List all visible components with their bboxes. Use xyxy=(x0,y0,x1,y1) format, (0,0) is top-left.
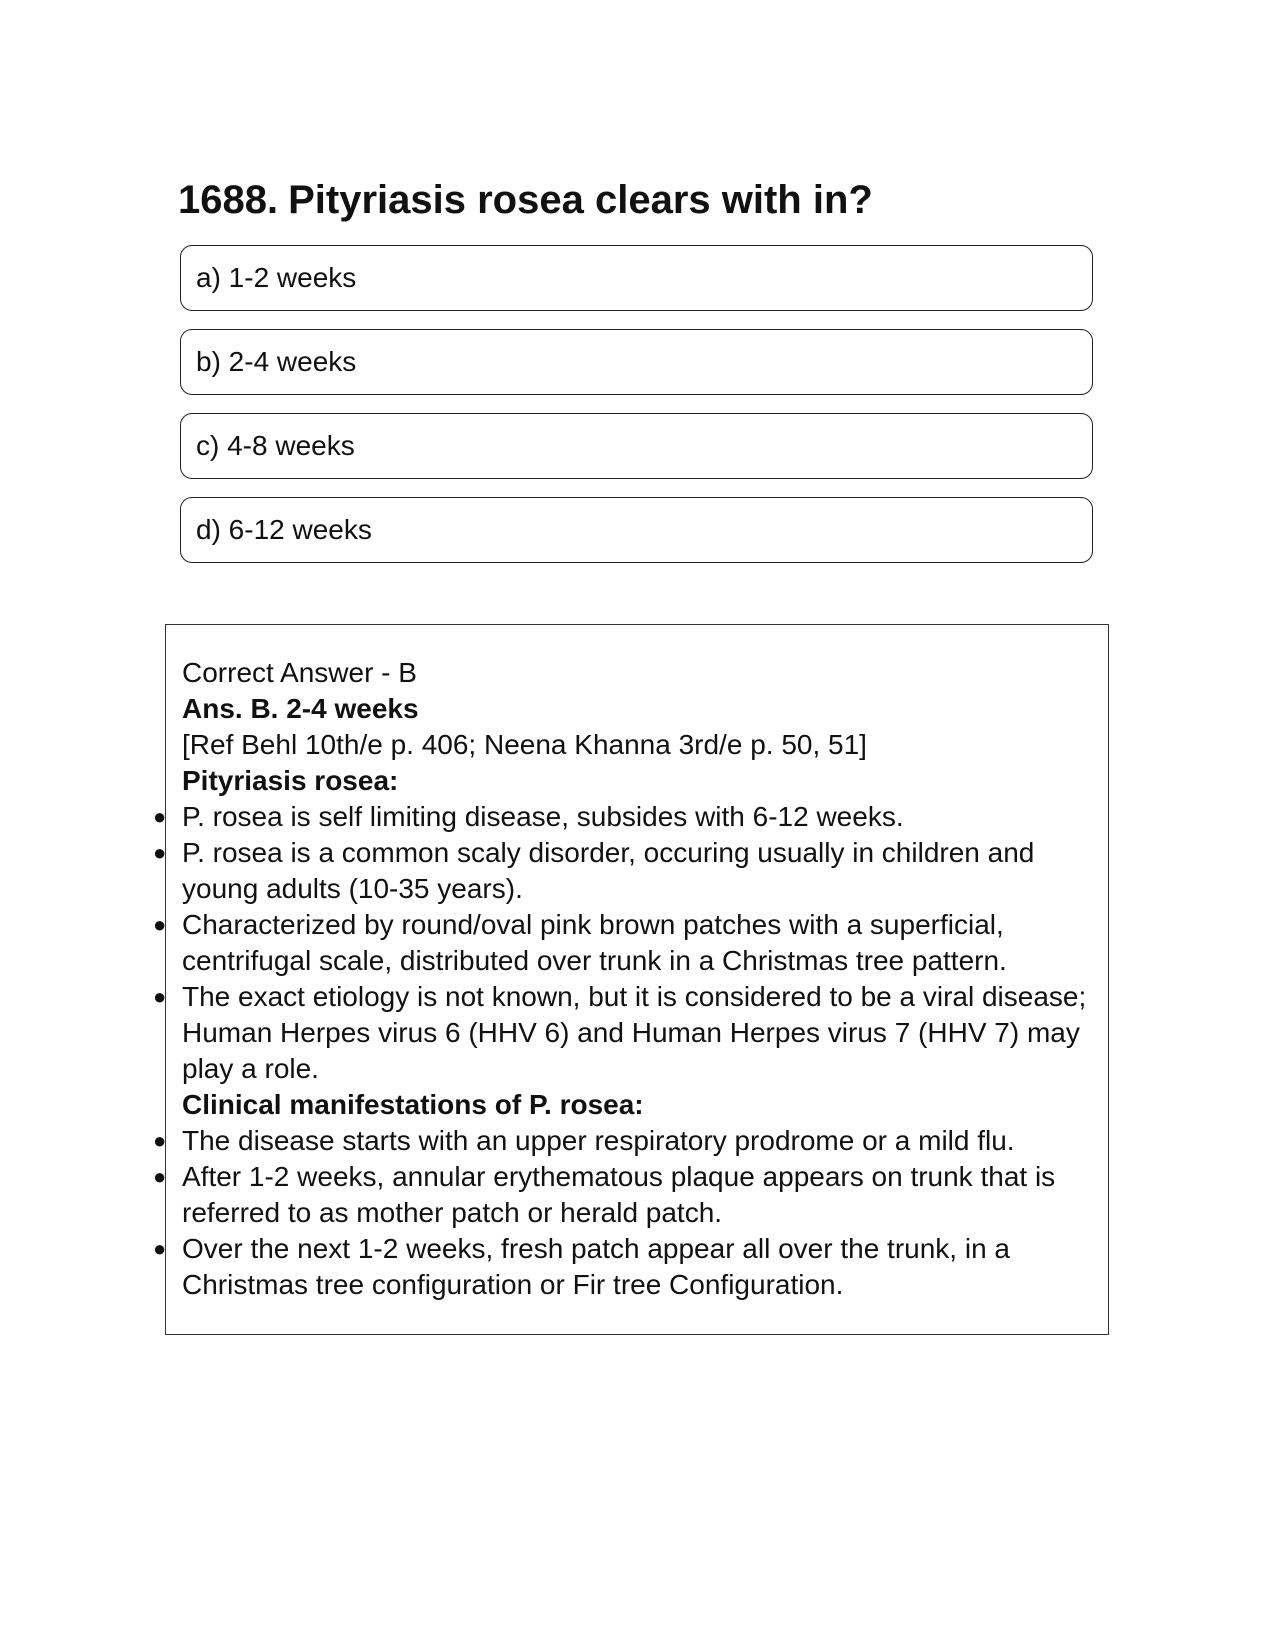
list-item-text: The disease starts with an upper respiratory prodrome or a mild flu. xyxy=(182,1125,1015,1156)
list-item-text: The exact etiology is not known, but it is considered to be a viral disease; Human Herpes virus 6 (HHV 6) and Human Herpes virus 7 (HHV 7) may play a role. xyxy=(182,981,1087,1084)
list-item xyxy=(153,835,1108,907)
list-item-text: Characterized by round/oval pink brown patches with a superficial, centrifugal scale, distributed over trunk in a Christmas tree pattern. xyxy=(182,909,1007,976)
option-b[interactable] xyxy=(180,329,1093,395)
list-item xyxy=(153,1159,1108,1231)
option-a[interactable] xyxy=(180,245,1093,311)
list-item xyxy=(153,799,1108,835)
bullet-icon: ● xyxy=(153,1236,167,1261)
bullet-icon: ● xyxy=(153,984,167,1009)
option-a-label: a) 1-2 weeks xyxy=(196,262,357,293)
list-item-text: After 1-2 weeks, annular erythematous plaque appears on trunk that is referred to as mother patch or herald patch. xyxy=(182,1161,1056,1228)
clinical-manifestations-bullet-list xyxy=(153,1123,1108,1303)
option-c[interactable] xyxy=(180,413,1093,479)
reference-line: [Ref Behl 10th/e p. 406; Neena Khanna 3rd/e p. 50, 51] xyxy=(182,729,867,760)
list-item xyxy=(153,979,1108,1087)
option-c-label: c) 4-8 weeks xyxy=(196,430,355,461)
question-number: 1688. xyxy=(178,178,279,222)
question-text: Pityriasis rosea clears with in? xyxy=(288,178,873,222)
pityriasis-rosea-bullet-list xyxy=(153,799,1108,1087)
section-heading-pityriasis-rosea: Pityriasis rosea: xyxy=(182,765,399,796)
section-heading-clinical-manifestations: Clinical manifestations of P. rosea: xyxy=(182,1089,644,1120)
bullet-icon: ● xyxy=(153,1164,167,1189)
list-item xyxy=(153,907,1108,979)
question-heading xyxy=(178,176,873,224)
bullet-icon: ● xyxy=(153,840,167,865)
answer-explanation-box xyxy=(153,624,1109,1335)
bullet-icon: ● xyxy=(153,912,167,937)
option-d-label: d) 6-12 weeks xyxy=(196,514,372,545)
list-item-text: P. rosea is a common scaly disorder, occuring usually in children and young adults (10-35 years). xyxy=(182,837,1035,904)
list-item-text: P. rosea is self limiting disease, subsides with 6-12 weeks. xyxy=(182,801,904,832)
list-item xyxy=(153,1231,1108,1303)
bullet-icon: ● xyxy=(153,804,167,829)
correct-answer-line: Correct Answer - B xyxy=(182,657,417,688)
option-b-label: b) 2-4 weeks xyxy=(196,346,357,377)
bullet-icon: ● xyxy=(153,1128,167,1153)
list-item xyxy=(153,1123,1108,1159)
answer-heading: Ans. B. 2-4 weeks xyxy=(182,693,419,724)
option-d[interactable] xyxy=(180,497,1093,563)
list-item-text: Over the next 1-2 weeks, fresh patch appear all over the trunk, in a Christmas tree configuration or Fir tree Configuration. xyxy=(182,1233,1010,1300)
